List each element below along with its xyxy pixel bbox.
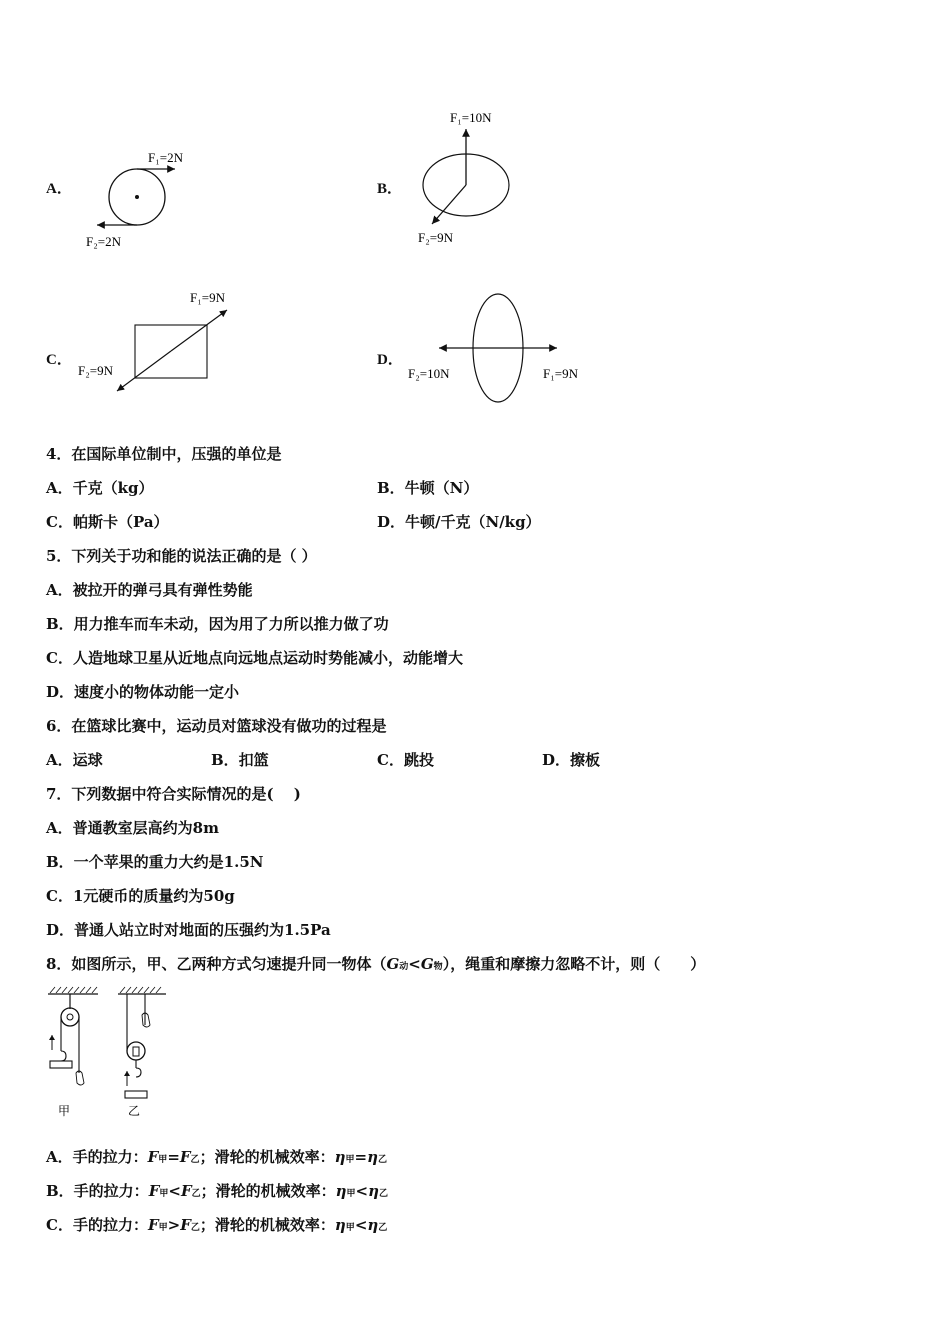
figure-b-f2: F₂=9N: [418, 230, 453, 245]
q7-stem: 7．下列数据中符合实际情况的是( ): [46, 785, 301, 803]
q4-stem: 4．在国际单位制中，压强的单位是: [46, 445, 282, 463]
q6-option-d: D．擦板: [542, 751, 601, 769]
q7-option-a: A．普通教室层高约为8m: [46, 819, 219, 837]
q8-fig-yi: 乙: [128, 1104, 141, 1118]
q4-option-c: C．帕斯卡（Pa）: [46, 513, 169, 531]
q6-stem: 6．在篮球比赛中，运动员对篮球没有做功的过程是: [46, 717, 387, 735]
q4-option-b: B．牛顿（N）: [377, 479, 479, 497]
q8-option-a: A．手的拉力：F甲=F乙；滑轮的机械效率：η甲=η乙: [46, 1148, 387, 1166]
q6-option-c: C．跳投: [377, 751, 434, 769]
figure-b-f1: F₁=10N: [450, 110, 492, 125]
figure-d-f1: F₁=9N: [543, 366, 578, 381]
q6-option-b: B．扣篮: [211, 751, 269, 769]
q7-option-d: D．普通人站立时对地面的压强约为1.5Pa: [46, 921, 331, 939]
figure-a-f1: F₁=2N: [148, 150, 183, 165]
figure-c-label: C．: [46, 352, 72, 368]
q8-option-b: B．手的拉力：F甲<F乙；滑轮的机械效率：η甲<η乙: [46, 1182, 389, 1200]
q7-option-b: B．一个苹果的重力大约是1.5N: [46, 853, 264, 871]
q6-option-a: A．运球: [46, 751, 103, 769]
q8-option-c: C．手的拉力：F甲>F乙；滑轮的机械效率：η甲<η乙: [46, 1216, 388, 1234]
q8-stem: 8．如图所示，甲、乙两种方式匀速提升同一物体（G动<G物），绳重和摩擦力忽略不计，则（ ）: [46, 955, 706, 973]
q5-option-b: B．用力推车而车未动，因为用了力所以推力做了功: [46, 615, 389, 633]
q5-option-c: C．人造地球卫星从近地点向远地点运动时势能减小，动能增大: [46, 649, 463, 667]
figure-b-label: B．: [377, 181, 403, 197]
q5-option-a: A．被拉开的弹弓具有弹性势能: [46, 581, 253, 599]
figure-a-label: A．: [46, 181, 72, 197]
q4-option-d: D．牛顿/千克（N/kg）: [377, 513, 541, 531]
q8-pulley-diagram: [40, 985, 180, 1125]
q8-fig-jia: 甲: [58, 1104, 71, 1118]
q5-option-d: D．速度小的物体动能一定小: [46, 683, 240, 701]
figure-d-diagram: [405, 290, 595, 408]
q5-stem: 5．下列关于功和能的说法正确的是（ ）: [46, 547, 317, 565]
figure-d-f2: F₂=10N: [408, 366, 450, 381]
q4-option-a: A．千克（kg）: [46, 479, 154, 497]
figure-c-diagram: [75, 285, 245, 400]
figure-a-f2: F₂=2N: [86, 234, 121, 249]
figure-c-f2: F₂=9N: [78, 363, 113, 378]
figure-b-diagram: [410, 105, 540, 250]
q7-option-c: C．1元硬币的质量约为50g: [46, 887, 235, 905]
figure-d-label: D．: [377, 352, 403, 368]
figure-a-diagram: [80, 140, 220, 255]
figure-c-f1: F₁=9N: [190, 290, 225, 305]
